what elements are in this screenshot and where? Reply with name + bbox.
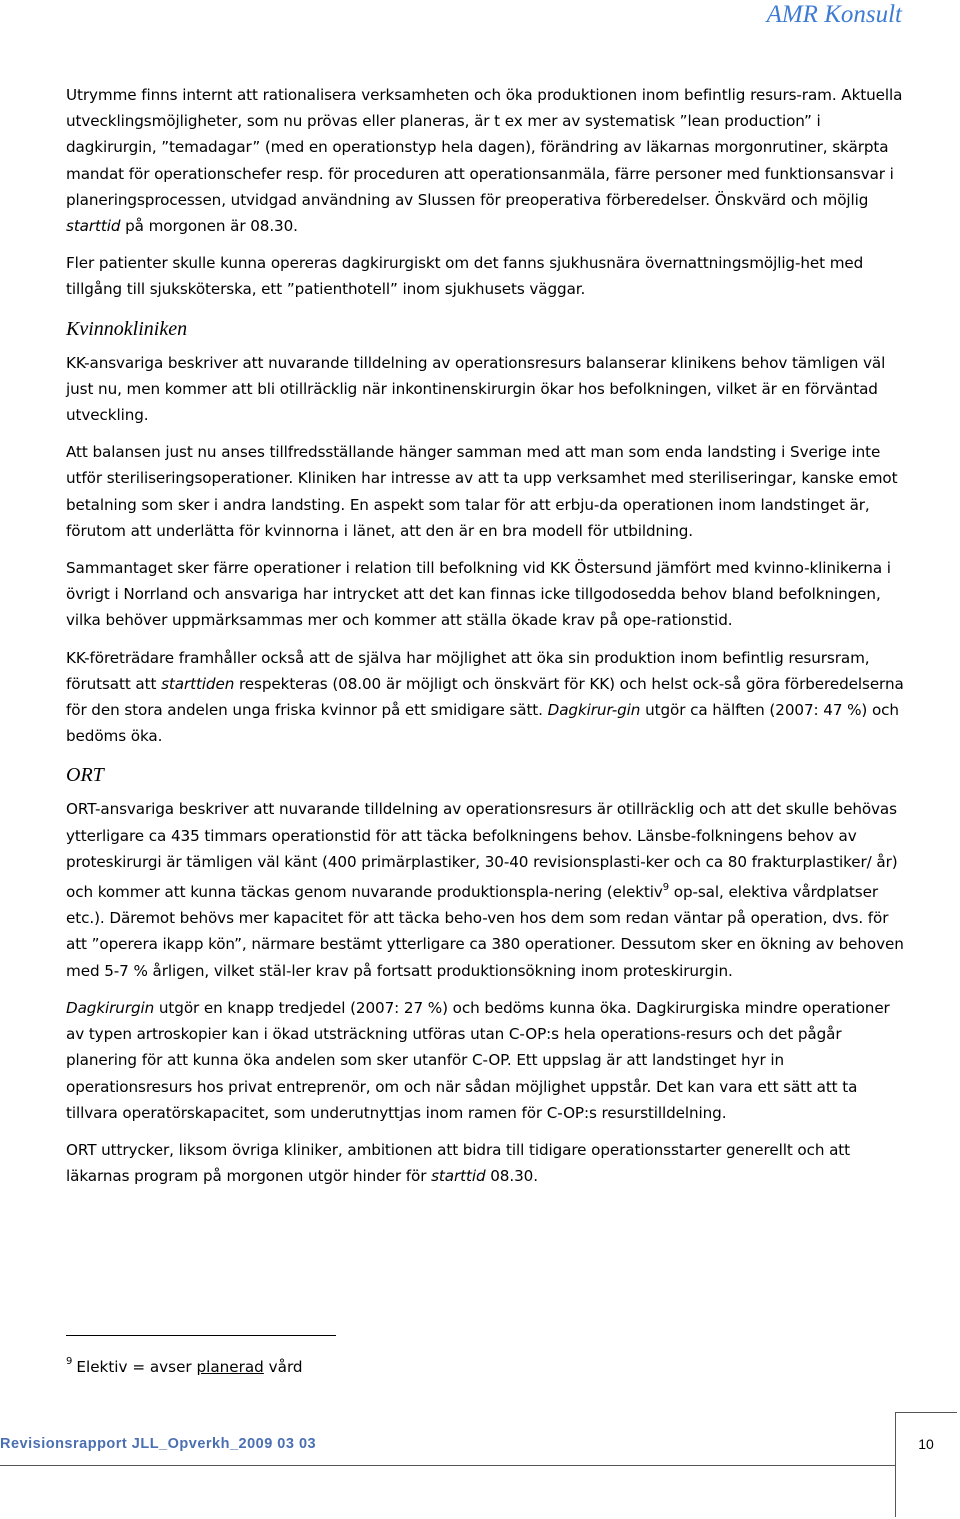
page-number: 10 xyxy=(918,1436,934,1452)
footer-report-name: Revisionsrapport JLL_Opverkh_2009 03 03 xyxy=(0,1436,317,1452)
footnote-ref: 9 xyxy=(662,882,670,894)
paragraph-8: Dagkirurgin utgör en knapp tredjedel (2007: 27 %) och bedöms kunna öka. Dagkirurgiska mindre operationer av typen artroskopier kan i ökad utsträckning utföras utan C-OP:s hela operations-resurs och det pågår planering för att kunna öka andelen som sker utanför C-OP. Ett uppslag är att landstinget hyr in operationsresurs hos privat entreprenör, om och när sådan möjlighet uppstår. Det kan vara ett sätt att ta tillvara operatörskapacitet, som underutnyttjas inom ramen för C-OP:s resurstilldelning. xyxy=(66,998,890,1122)
footnote-divider xyxy=(66,1335,336,1336)
paragraph-2: Fler patienter skulle kunna opereras dagkirurgiskt om det fanns sjukhusnära övernattningsmöjlig-het med tillgång till sjuksköterska, ett ”patienthotell” inom sjukhusets väggar. xyxy=(66,254,864,299)
heading-kvinnokliniken: Kvinnokliniken xyxy=(66,317,188,340)
document-body xyxy=(66,82,906,1200)
paragraph-3: KK-ansvariga beskriver att nuvarande tilldelning av operationsresurs balanserar klinikens behov tämligen väl just nu, men kommer att bli otillräcklig när inkontinenskirurgin ökar hos befolkningen, vilket är en förväntad utveckling. xyxy=(66,353,886,425)
paragraph-7: ORT-ansvariga beskriver att nuvarande tilldelning av operationsresurs är otillräcklig och att det skulle behövas ytterligare ca 435 timmars operationstid för att täcka befolkningens behov. Länsbe-folkningens behov av proteskirurgi är tämligen väl känt (400 primärplastiker, 30-40 revisionsplasti-ker och ca 80 frakturplastiker/ år) och kommer att kunna täckas genom nuvarande produktionspla-nering (elektiv$^9$ op-sal, elektiva vårdplatser etc.). Däremot behövs mer kapacitet för att täcka beho-ven hos dem som redan väntar på operation, dvs. för att ”operera ikapp kön”, närmare bestämt ytterligare ca 380 operationer. Dessutom sker en ökning av behoven med 5-7 % årligen, vilket stäl-ler krav på fortsatt produktionsökning inom proteskirurgin. xyxy=(66,800,904,980)
heading-ort: ORT xyxy=(66,764,104,787)
paragraph-4: Att balansen just nu anses tillfredsställande hänger samman med att man som enda landsting i Sverige inte utför steriliseringsoperationer. Kliniken har intresse av att ta upp verksamhet med steriliseringar, kanske emot betalning som sker i andra landsting. En aspekt som talar för att erbju-da operationen inom landstinget är, förutom att underlätta för kvinnorna i länet, att den är en bra modell för utbildning. xyxy=(66,443,898,540)
page-number-box xyxy=(895,1412,957,1517)
paragraph-6: KK-företrädare framhåller också att de själva har möjlighet att öka sin produktion inom befintlig resursram, förutsatt att starttiden respekteras (08.00 är möjligt och önskvärt för KK) och helst ock-så göra förberedelserna för den stora andelen unga friska kvinnor på ett smidigare sätt. Dagkirur-gin utgör ca hälften (2007: 47 %) och bedöms öka. xyxy=(66,648,904,746)
paragraph-5: Sammantaget sker färre operationer i relation till befolkning vid KK Östersund jämfört med kvinno-klinikerna i övrigt i Norrland och ansvariga har intrycket att det kan finnas icke tillgodosedda behov bland befolkningen, vilka behöver uppmärksammas mer och kommer att ställa ökade krav på ope-rationstid. xyxy=(66,559,891,630)
paragraph-1: Utrymme finns internt att rationalisera verksamheten och öka produktionen inom befintlig resurs-ram. Aktuella utvecklingsmöjligheter, som nu prövas eller planeras, är t ex mer av systematisk ”lean production” i dagkirurgin, ”temadagar” (med en operationstyp hela dagen), förändring av läkarnas morgonrutiner, skärpta mandat för operationschefer resp. för proceduren att operationsanmäla, färre personer med funktionsansvar i planeringsprocessen, utvidgad användning av Slussen för preoperativa förberedelser. Önskvärd och möjlig starttid på morgonen är 08.30. xyxy=(66,86,903,236)
footnote: $^9$ Elektiv = avser planerad vård xyxy=(66,1356,303,1376)
paragraph-9: ORT uttrycker, liksom övriga kliniker, ambitionen att bidra till tidigare operationsstarter generellt och att läkarnas program på morgonen utgör hinder för starttid 08.30. xyxy=(66,1140,851,1186)
footer-divider xyxy=(0,1465,896,1466)
header-brand: AMR Konsult xyxy=(766,1,902,28)
